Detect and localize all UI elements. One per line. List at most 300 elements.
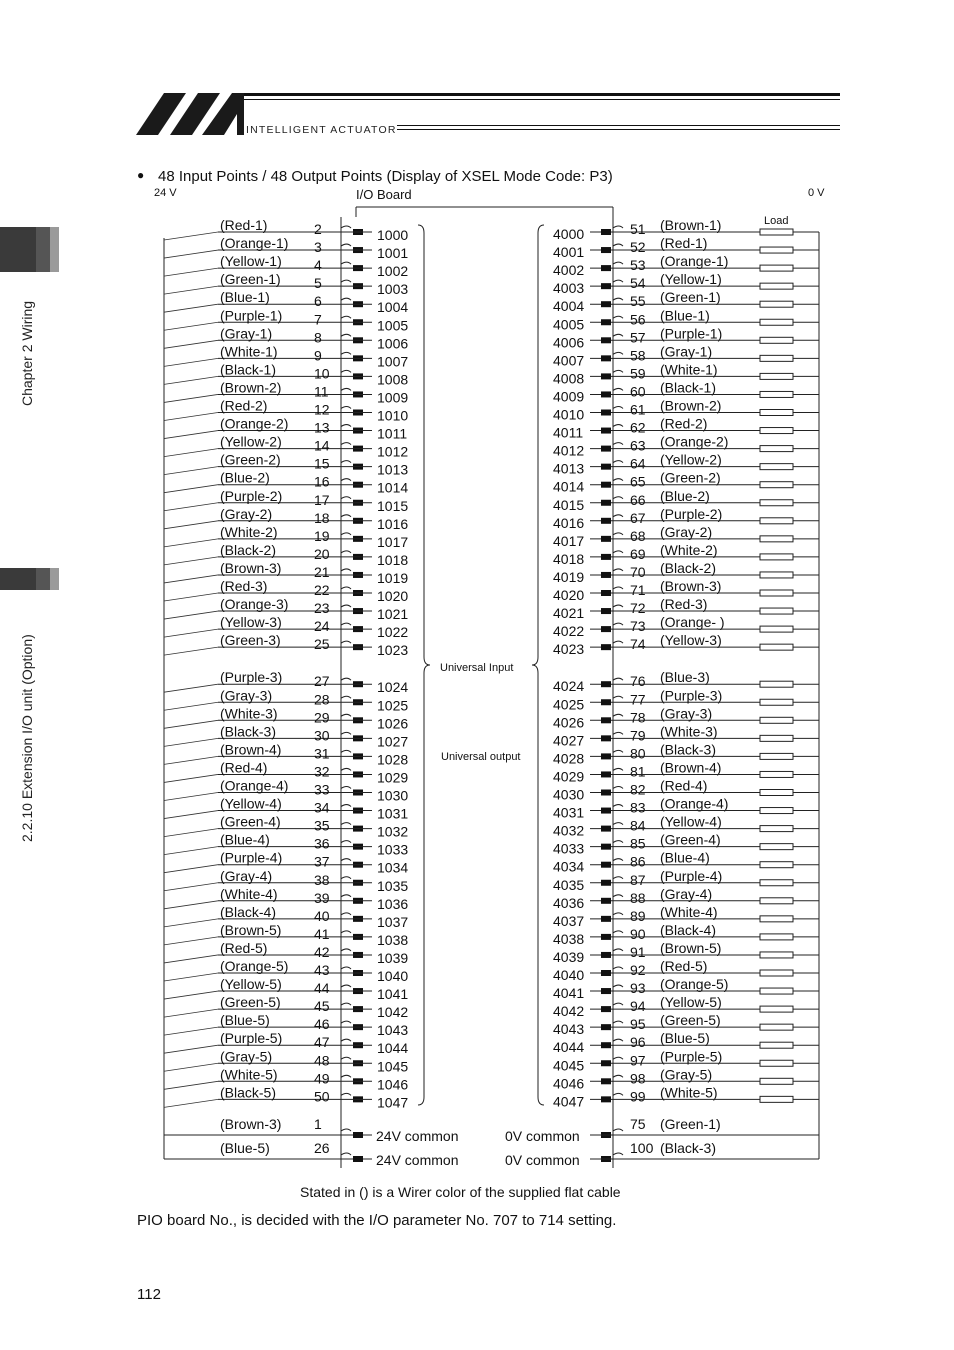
output-connector xyxy=(601,391,611,397)
output-connector xyxy=(601,952,611,958)
output-pin-number: 76 xyxy=(630,673,646,690)
input-wire-color: (Green-3) xyxy=(220,632,281,649)
output-terminal-arc xyxy=(613,768,623,770)
output-wire-color: (Red-2) xyxy=(660,415,708,432)
output-connector xyxy=(601,880,611,886)
input-port-number: 1012 xyxy=(377,443,409,460)
output-connector xyxy=(601,572,611,578)
output-port-number: 4008 xyxy=(553,370,585,387)
common-24v-label: 24V common xyxy=(376,1152,459,1168)
output-pin-number: 85 xyxy=(630,835,646,852)
input-terminal-arc xyxy=(341,1057,351,1059)
output-connector xyxy=(601,771,611,777)
load-resistor xyxy=(760,862,793,868)
output-connector xyxy=(601,934,611,940)
output-port-number: 4000 xyxy=(553,226,585,242)
output-terminal-arc xyxy=(613,732,623,734)
output-port-number: 4006 xyxy=(553,334,585,351)
input-pin-number: 49 xyxy=(314,1070,330,1087)
input-pin-number: 44 xyxy=(314,980,330,997)
input-port-number: 1031 xyxy=(377,805,409,822)
output-pin-number: 51 xyxy=(630,221,646,237)
brand-text: INTELLIGENT ACTUATOR xyxy=(246,124,397,136)
input-port-number: 1043 xyxy=(377,1022,409,1039)
output-pin-number: 91 xyxy=(630,943,646,960)
common-0v-color: (Green-1) xyxy=(660,1116,721,1132)
output-wire-color: (Orange- ) xyxy=(660,614,725,631)
output-port-number: 4007 xyxy=(553,352,585,369)
load-resistor xyxy=(760,790,793,796)
input-switch xyxy=(164,376,218,384)
output-wire-color: (White-2) xyxy=(660,541,718,558)
input-terminal-arc xyxy=(341,787,351,789)
input-port-number: 1044 xyxy=(377,1040,409,1057)
input-switch xyxy=(164,720,218,728)
output-pin-number: 67 xyxy=(630,509,646,526)
output-port-number: 4022 xyxy=(553,623,585,640)
input-wire-color: (Red-1) xyxy=(220,217,268,233)
output-pin-number: 90 xyxy=(630,925,646,942)
chapter-label: Chapter 2 Wiring xyxy=(19,300,35,406)
output-terminal-arc xyxy=(613,1075,623,1077)
input-pin-number: 23 xyxy=(314,600,330,617)
output-port-number: 4045 xyxy=(553,1057,585,1074)
load-resistor xyxy=(760,681,793,687)
input-wire-color: (Brown-2) xyxy=(220,379,282,396)
output-pin-number: 62 xyxy=(630,419,646,436)
output-connector xyxy=(601,862,611,868)
output-port-number: 4015 xyxy=(553,496,585,513)
output-wire-color: (Yellow-5) xyxy=(660,994,722,1011)
load-resistor xyxy=(760,572,793,578)
input-pin-number: 17 xyxy=(314,491,330,508)
label-0v: 0 V xyxy=(808,187,825,199)
common-24v-color: (Brown-3) xyxy=(220,1116,282,1132)
output-port-number: 4030 xyxy=(553,786,585,803)
input-wire-color: (Purple-3) xyxy=(220,669,283,686)
input-pin-number: 31 xyxy=(314,745,330,762)
input-port-number: 1010 xyxy=(377,407,409,424)
input-port-number: 1027 xyxy=(377,733,409,750)
input-port-number: 1018 xyxy=(377,551,409,568)
common-24v-pin: 26 xyxy=(314,1140,330,1156)
input-pin-number: 29 xyxy=(314,709,330,726)
input-switch xyxy=(164,521,218,529)
load-resistor xyxy=(760,1060,793,1066)
input-terminal-arc xyxy=(341,1003,351,1005)
output-terminal-arc xyxy=(613,967,623,969)
output-port-number: 4028 xyxy=(553,750,585,767)
input-switch xyxy=(164,937,218,945)
input-wire-color: (Purple-5) xyxy=(220,1030,283,1047)
output-port-number: 4016 xyxy=(553,514,585,531)
input-wire-color: (Red-2) xyxy=(220,397,268,414)
output-connector xyxy=(601,1006,611,1012)
input-wire-color: (Green-5) xyxy=(220,994,281,1011)
input-wire-color: (Red-4) xyxy=(220,759,268,776)
input-terminal-arc xyxy=(341,696,351,698)
input-port-number: 1017 xyxy=(377,533,409,550)
input-switch xyxy=(164,340,218,348)
common-0v-label: 0V common xyxy=(505,1152,580,1168)
input-wire-color: (White-2) xyxy=(220,523,278,540)
input-wire-color: (Blue-4) xyxy=(220,831,270,848)
output-port-number: 4037 xyxy=(553,912,585,929)
common-24v-color: (Blue-5) xyxy=(220,1140,270,1156)
output-pin-number: 68 xyxy=(630,527,646,544)
input-terminal-arc xyxy=(341,316,351,318)
input-port-number: 1020 xyxy=(377,588,409,604)
output-wire-color: (Brown-2) xyxy=(660,397,722,414)
input-pin-number: 9 xyxy=(314,347,322,364)
output-connector xyxy=(601,970,611,976)
output-pin-number: 65 xyxy=(630,473,646,490)
output-wire-color: (Green-4) xyxy=(660,831,721,848)
output-pin-number: 53 xyxy=(630,257,646,274)
load-resistor xyxy=(760,337,793,343)
output-pin-number: 83 xyxy=(630,799,646,816)
input-pin-number: 8 xyxy=(314,329,322,346)
input-terminal-arc xyxy=(341,352,351,354)
input-wire-color: (Orange-3) xyxy=(220,596,289,613)
input-pin-number: 24 xyxy=(314,618,330,635)
input-switch xyxy=(164,629,218,637)
output-port-number: 4011 xyxy=(553,424,584,441)
input-terminal-arc xyxy=(341,877,351,879)
output-connector xyxy=(601,319,611,325)
output-pin-number: 97 xyxy=(630,1052,646,1069)
input-pin-number: 2 xyxy=(314,221,322,237)
input-terminal-arc xyxy=(341,805,351,807)
output-connector xyxy=(601,428,611,434)
input-wire-color: (Orange-5) xyxy=(220,958,289,974)
input-switch xyxy=(164,684,218,692)
load-resistor xyxy=(760,590,793,596)
input-wire-color: (Gray-3) xyxy=(220,687,273,704)
input-pin-number: 36 xyxy=(314,835,330,852)
output-terminal-arc xyxy=(613,1003,623,1005)
input-pin-number: 16 xyxy=(314,473,330,490)
input-switch xyxy=(164,1099,218,1107)
input-terminal-arc xyxy=(341,587,351,589)
cable-color-caption: Stated in () is a Wirer color of the supplied flat cable xyxy=(300,1184,621,1200)
output-connector xyxy=(601,410,611,416)
output-terminal-arc xyxy=(613,551,623,553)
output-port-number: 4035 xyxy=(553,876,585,893)
input-port-number: 1032 xyxy=(377,823,409,840)
input-terminal-arc xyxy=(341,443,351,445)
input-port-number: 1029 xyxy=(377,769,409,786)
output-terminal-arc xyxy=(613,931,623,933)
input-switch xyxy=(164,232,218,240)
output-connector xyxy=(601,446,611,452)
load-resistor xyxy=(760,988,793,994)
load-resistor xyxy=(760,554,793,560)
input-switch xyxy=(164,575,218,583)
output-terminal-arc xyxy=(613,877,623,879)
input-switch xyxy=(164,774,218,782)
load-resistor xyxy=(760,644,793,650)
input-pin-number: 43 xyxy=(314,962,330,978)
output-connector xyxy=(601,464,611,470)
load-resistor xyxy=(760,355,793,361)
input-wire-color: (Blue-5) xyxy=(220,1012,270,1029)
input-terminal-arc xyxy=(341,388,351,390)
input-port-number: 1006 xyxy=(377,335,409,352)
input-switch xyxy=(164,394,218,402)
output-wire-color: (Brown-5) xyxy=(660,939,722,956)
output-terminal-arc xyxy=(613,515,623,517)
common-0v-arc xyxy=(613,1129,623,1131)
output-terminal-arc xyxy=(613,623,623,625)
output-port-number: 4019 xyxy=(553,568,585,585)
output-connector xyxy=(601,1042,611,1048)
input-terminal-arc xyxy=(341,967,351,969)
output-port-number: 4001 xyxy=(553,244,585,261)
output-port-number: 4036 xyxy=(553,894,585,911)
load-resistor xyxy=(760,265,793,271)
input-pin-number: 14 xyxy=(314,437,330,454)
output-connector xyxy=(601,1060,611,1066)
output-connector xyxy=(601,753,611,759)
output-connector xyxy=(601,790,611,796)
input-terminal-arc xyxy=(341,515,351,517)
output-terminal-arc xyxy=(613,895,623,897)
output-port-number: 4004 xyxy=(553,298,585,315)
section-title: 48 Input Points / 48 Output Points (Display of XSEL Mode Code: P3) xyxy=(158,168,613,185)
output-wire-color: (Gray-5) xyxy=(660,1066,713,1083)
output-terminal-arc xyxy=(613,244,623,246)
output-port-number: 4014 xyxy=(553,478,585,495)
output-terminal-arc xyxy=(613,352,623,354)
output-connector xyxy=(601,916,611,922)
label-24v: 24 V xyxy=(154,187,177,199)
output-wire-color: (Purple-3) xyxy=(660,687,723,704)
input-pin-number: 11 xyxy=(314,383,329,400)
input-switch xyxy=(164,883,218,891)
input-terminal-arc xyxy=(341,841,351,843)
output-pin-number: 61 xyxy=(630,401,646,418)
common-24v-pin: 1 xyxy=(314,1116,322,1132)
output-wire-color: (Blue-5) xyxy=(660,1030,710,1047)
output-terminal-arc xyxy=(613,497,623,499)
input-pin-number: 19 xyxy=(314,527,330,544)
input-wire-color: (Yellow-4) xyxy=(220,795,282,812)
output-terminal-arc xyxy=(613,841,623,843)
input-terminal-arc xyxy=(341,641,351,643)
input-wire-color: (Brown-5) xyxy=(220,921,282,938)
input-terminal-arc xyxy=(341,262,351,264)
input-port-number: 1047 xyxy=(377,1094,409,1111)
output-wire-color: (White-1) xyxy=(660,361,718,378)
output-port-number: 4024 xyxy=(553,678,585,695)
input-terminal-arc xyxy=(341,605,351,607)
output-port-number: 4020 xyxy=(553,587,585,603)
input-terminal-arc xyxy=(341,334,351,336)
output-connector xyxy=(601,1024,611,1030)
input-pin-number: 7 xyxy=(314,311,322,328)
input-switch xyxy=(164,865,218,873)
load-resistor xyxy=(760,1024,793,1030)
input-pin-number: 27 xyxy=(314,673,330,690)
output-connector xyxy=(601,1096,611,1102)
load-resistor xyxy=(760,844,793,850)
input-wire-color: (Yellow-2) xyxy=(220,433,282,450)
input-pin-number: 50 xyxy=(314,1088,330,1105)
load-resistor xyxy=(760,952,793,958)
input-port-number: 1008 xyxy=(377,371,409,388)
output-pin-number: 88 xyxy=(630,889,646,906)
output-terminal-arc xyxy=(613,641,623,643)
input-switch xyxy=(164,431,218,439)
output-pin-number: 86 xyxy=(630,853,646,870)
output-pin-number: 69 xyxy=(630,545,646,562)
load-resistor xyxy=(760,391,793,397)
input-switch xyxy=(164,1081,218,1089)
input-terminal-arc xyxy=(341,298,351,300)
input-port-number: 1035 xyxy=(377,877,409,894)
output-terminal-arc xyxy=(613,533,623,535)
output-pin-number: 72 xyxy=(630,600,646,617)
output-port-number: 4021 xyxy=(553,605,585,622)
output-port-number: 4031 xyxy=(553,804,585,821)
common-24v-arc xyxy=(341,1129,351,1131)
input-pin-number: 21 xyxy=(314,563,330,580)
input-terminal-arc xyxy=(341,425,351,427)
output-wire-color: (Red-5) xyxy=(660,958,708,974)
input-wire-color: (Red-3) xyxy=(220,578,268,594)
input-wire-color: (Orange-1) xyxy=(220,235,289,252)
output-connector xyxy=(601,301,611,307)
output-terminal-arc xyxy=(613,569,623,571)
input-wire-color: (Brown-4) xyxy=(220,741,282,758)
output-terminal-arc xyxy=(613,316,623,318)
input-pin-number: 13 xyxy=(314,419,330,436)
load-resistor xyxy=(760,916,793,922)
output-terminal-arc xyxy=(613,859,623,861)
input-wire-color: (Red-5) xyxy=(220,939,268,956)
output-port-number: 4005 xyxy=(553,316,585,333)
input-port-number: 1003 xyxy=(377,281,409,298)
input-wire-color: (Purple-4) xyxy=(220,849,283,866)
common-0v-label: 0V common xyxy=(505,1128,580,1144)
output-connector xyxy=(601,373,611,379)
output-wire-color: (Purple-5) xyxy=(660,1048,723,1065)
output-port-number: 4046 xyxy=(553,1075,585,1092)
load-resistor xyxy=(760,373,793,379)
load-resistor xyxy=(760,464,793,470)
input-terminal-arc xyxy=(341,931,351,933)
input-terminal-arc xyxy=(341,1075,351,1077)
output-port-number: 4041 xyxy=(553,985,585,1002)
input-terminal-arc xyxy=(341,913,351,915)
input-wire-color: (Blue-2) xyxy=(220,469,270,486)
universal-output-label: Universal output xyxy=(441,751,521,763)
load-resistor xyxy=(760,735,793,741)
output-port-number: 4044 xyxy=(553,1039,585,1056)
output-connector xyxy=(601,337,611,343)
output-wire-color: (White-5) xyxy=(660,1084,718,1101)
output-connector xyxy=(601,681,611,687)
output-port-number: 4029 xyxy=(553,768,585,785)
input-port-number: 1040 xyxy=(377,968,409,984)
load-resistor xyxy=(760,482,793,488)
output-wire-color: (Black-4) xyxy=(660,921,717,938)
output-wire-color: (Yellow-1) xyxy=(660,271,722,288)
input-terminal-arc xyxy=(341,949,351,951)
output-connector xyxy=(601,1078,611,1084)
input-port-number: 1028 xyxy=(377,751,409,768)
input-port-number: 1007 xyxy=(377,353,409,370)
output-wire-color: (Purple-4) xyxy=(660,867,723,884)
output-wire-color: (Black-3) xyxy=(660,741,717,758)
common-24v-label: 24V common xyxy=(376,1128,459,1144)
output-terminal-arc xyxy=(613,787,623,789)
load-resistor xyxy=(760,608,793,614)
output-port-number: 4032 xyxy=(553,822,585,839)
output-pin-number: 59 xyxy=(630,365,646,382)
input-pin-number: 39 xyxy=(314,889,330,906)
input-port-number: 1034 xyxy=(377,859,409,876)
output-connector xyxy=(601,608,611,614)
input-terminal-arc xyxy=(341,1039,351,1041)
output-port-number: 4040 xyxy=(553,967,585,983)
output-port-number: 4002 xyxy=(553,262,585,279)
output-terminal-arc xyxy=(613,334,623,336)
input-switch xyxy=(164,901,218,909)
universal-output-brace xyxy=(532,225,544,1105)
output-wire-color: (Gray-2) xyxy=(660,523,713,540)
output-pin-number: 70 xyxy=(630,563,646,580)
input-pin-number: 5 xyxy=(314,275,322,292)
output-pin-number: 60 xyxy=(630,383,646,400)
input-pin-number: 47 xyxy=(314,1034,330,1051)
load-resistor xyxy=(760,753,793,759)
load-resistor xyxy=(760,898,793,904)
load-resistor xyxy=(760,283,793,289)
output-connector xyxy=(601,844,611,850)
page-number: 112 xyxy=(137,1286,161,1303)
input-wire-color: (Gray-1) xyxy=(220,325,273,342)
input-terminal-arc xyxy=(341,280,351,282)
output-terminal-arc xyxy=(613,678,623,680)
input-wire-color: (Black-2) xyxy=(220,541,277,558)
load-resistor xyxy=(760,626,793,632)
load-resistor xyxy=(760,518,793,524)
output-terminal-arc xyxy=(613,805,623,807)
output-wire-color: (Gray-1) xyxy=(660,343,713,360)
output-pin-number: 74 xyxy=(630,636,646,653)
output-pin-number: 92 xyxy=(630,962,646,978)
input-pin-number: 38 xyxy=(314,871,330,888)
load-resistor xyxy=(760,934,793,940)
output-wire-color: (White-4) xyxy=(660,903,718,920)
input-port-number: 1004 xyxy=(377,299,409,316)
input-terminal-arc xyxy=(341,895,351,897)
input-port-number: 1037 xyxy=(377,913,409,930)
output-terminal-arc xyxy=(613,1021,623,1023)
input-switch xyxy=(164,503,218,511)
output-wire-color: (Green-2) xyxy=(660,469,721,486)
input-wire-color: (Gray-5) xyxy=(220,1048,273,1065)
output-pin-number: 98 xyxy=(630,1070,646,1087)
output-pin-number: 77 xyxy=(630,691,646,708)
input-pin-number: 3 xyxy=(314,239,322,256)
input-wire-color: (Green-4) xyxy=(220,813,281,830)
output-connector xyxy=(601,644,611,650)
output-pin-number: 73 xyxy=(630,618,646,635)
input-switch xyxy=(164,793,218,801)
